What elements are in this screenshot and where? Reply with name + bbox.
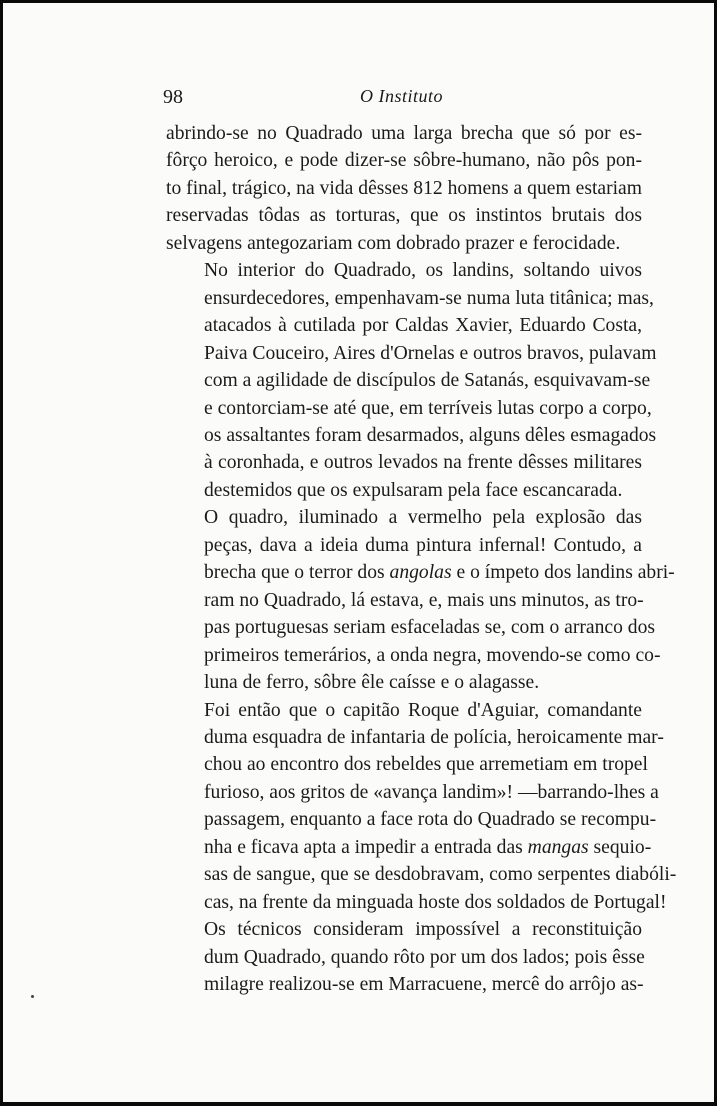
text-line: ensurdecedores, empenhavam-se numa luta titânica; mas, <box>204 287 654 309</box>
text-line: primeiros temerários, a onda negra, movendo-se como co- <box>204 644 661 666</box>
text-line: milagre realizou-se em Marracuene, mercê do arrôjo as- <box>204 974 644 996</box>
text-line: com a agilidade de discípulos de Satanás, esquivavam-se <box>204 370 651 392</box>
running-title: O Instituto <box>360 86 444 106</box>
text-line: destemidos que os expulsaram pela face escancarada. <box>204 479 623 501</box>
page-number: 98 <box>163 86 183 108</box>
text-line: luna de ferro, sôbre êle caísse e o alagasse. <box>204 672 540 694</box>
margin-speck <box>31 995 34 998</box>
text-line: Foi então que o capitão Roque d'Aguiar, comandante <box>204 699 642 721</box>
text-line: pas portuguesas seriam esfaceladas se, com o arranco dos <box>204 617 656 639</box>
text-line: fôrço heroico, e pode dizer-se sôbre-humano, não pôs pon- <box>166 150 642 172</box>
text-line: nha e ficava apta a impedir a entrada das mangas sequio- <box>204 836 652 858</box>
text-line: sas de sangue, que se desdobravam, como serpentes diabóli- <box>204 864 677 886</box>
text-line: selvagens antegozariam com dobrado prazer e ferocidade. <box>166 232 621 254</box>
paragraph <box>166 504 675 696</box>
text-line: atacados à cutilada por Caldas Xavier, Eduardo Costa, <box>204 315 642 337</box>
body-text <box>166 120 677 999</box>
text-line: duma esquadra de infantaria de polícia, heroicamente mar- <box>204 726 664 748</box>
text-line: e contorciam-se até que, em terríveis lutas corpo a corpo, <box>204 397 652 419</box>
text-line: passagem, enquanto a face rota do Quadrado se recompu- <box>204 809 657 831</box>
text-line: à coronhada, e outros levados na frente dêsses militares <box>204 452 642 474</box>
text-line: peças, dava a ideia duma pintura infernal! Contudo, a <box>204 534 642 556</box>
text-line: furioso, aos gritos de «avança landim»! —barrando-lhes a <box>204 781 659 803</box>
text-line: O quadro, iluminado a vermelho pela explosão das <box>204 507 642 529</box>
text-line: cas, na frente da minguada hoste dos soldados de Portugal! <box>204 891 667 913</box>
text-line: reservadas tôdas as torturas, que os instintos brutais dos <box>166 205 642 227</box>
book-page <box>3 3 714 1102</box>
page-header <box>3 82 714 112</box>
paragraph <box>166 916 645 998</box>
text-line: chou ao encontro dos rebeldes que arremetiam em tropel <box>204 754 648 776</box>
text-line: os assaltantes foram desarmados, alguns dêles esmagados <box>204 424 657 446</box>
text-line: Os técnicos consideram impossível a reconstituição <box>204 919 642 941</box>
text-line: ram no Quadrado, lá estava, e, mais uns minutos, as tro- <box>204 589 644 611</box>
text-line: brecha que o terror dos angolas e o ímpeto dos landins abri- <box>204 562 675 584</box>
paragraph <box>166 257 657 504</box>
text-line: to final, trágico, na vida dêsses 812 homens a quem estariam <box>166 177 642 199</box>
paragraph <box>166 120 642 257</box>
text-line: No interior do Quadrado, os landins, soltando uivos <box>204 260 642 282</box>
paragraph <box>166 697 677 917</box>
text-line: dum Quadrado, quando rôto por um dos lados; pois êsse <box>204 946 645 968</box>
text-line: Paiva Couceiro, Aires d'Ornelas e outros bravos, pulavam <box>204 342 657 364</box>
text-line: abrindo-se no Quadrado uma larga brecha que só por es- <box>166 123 642 144</box>
italic-word: mangas <box>527 836 589 858</box>
italic-word: angolas <box>389 562 452 584</box>
